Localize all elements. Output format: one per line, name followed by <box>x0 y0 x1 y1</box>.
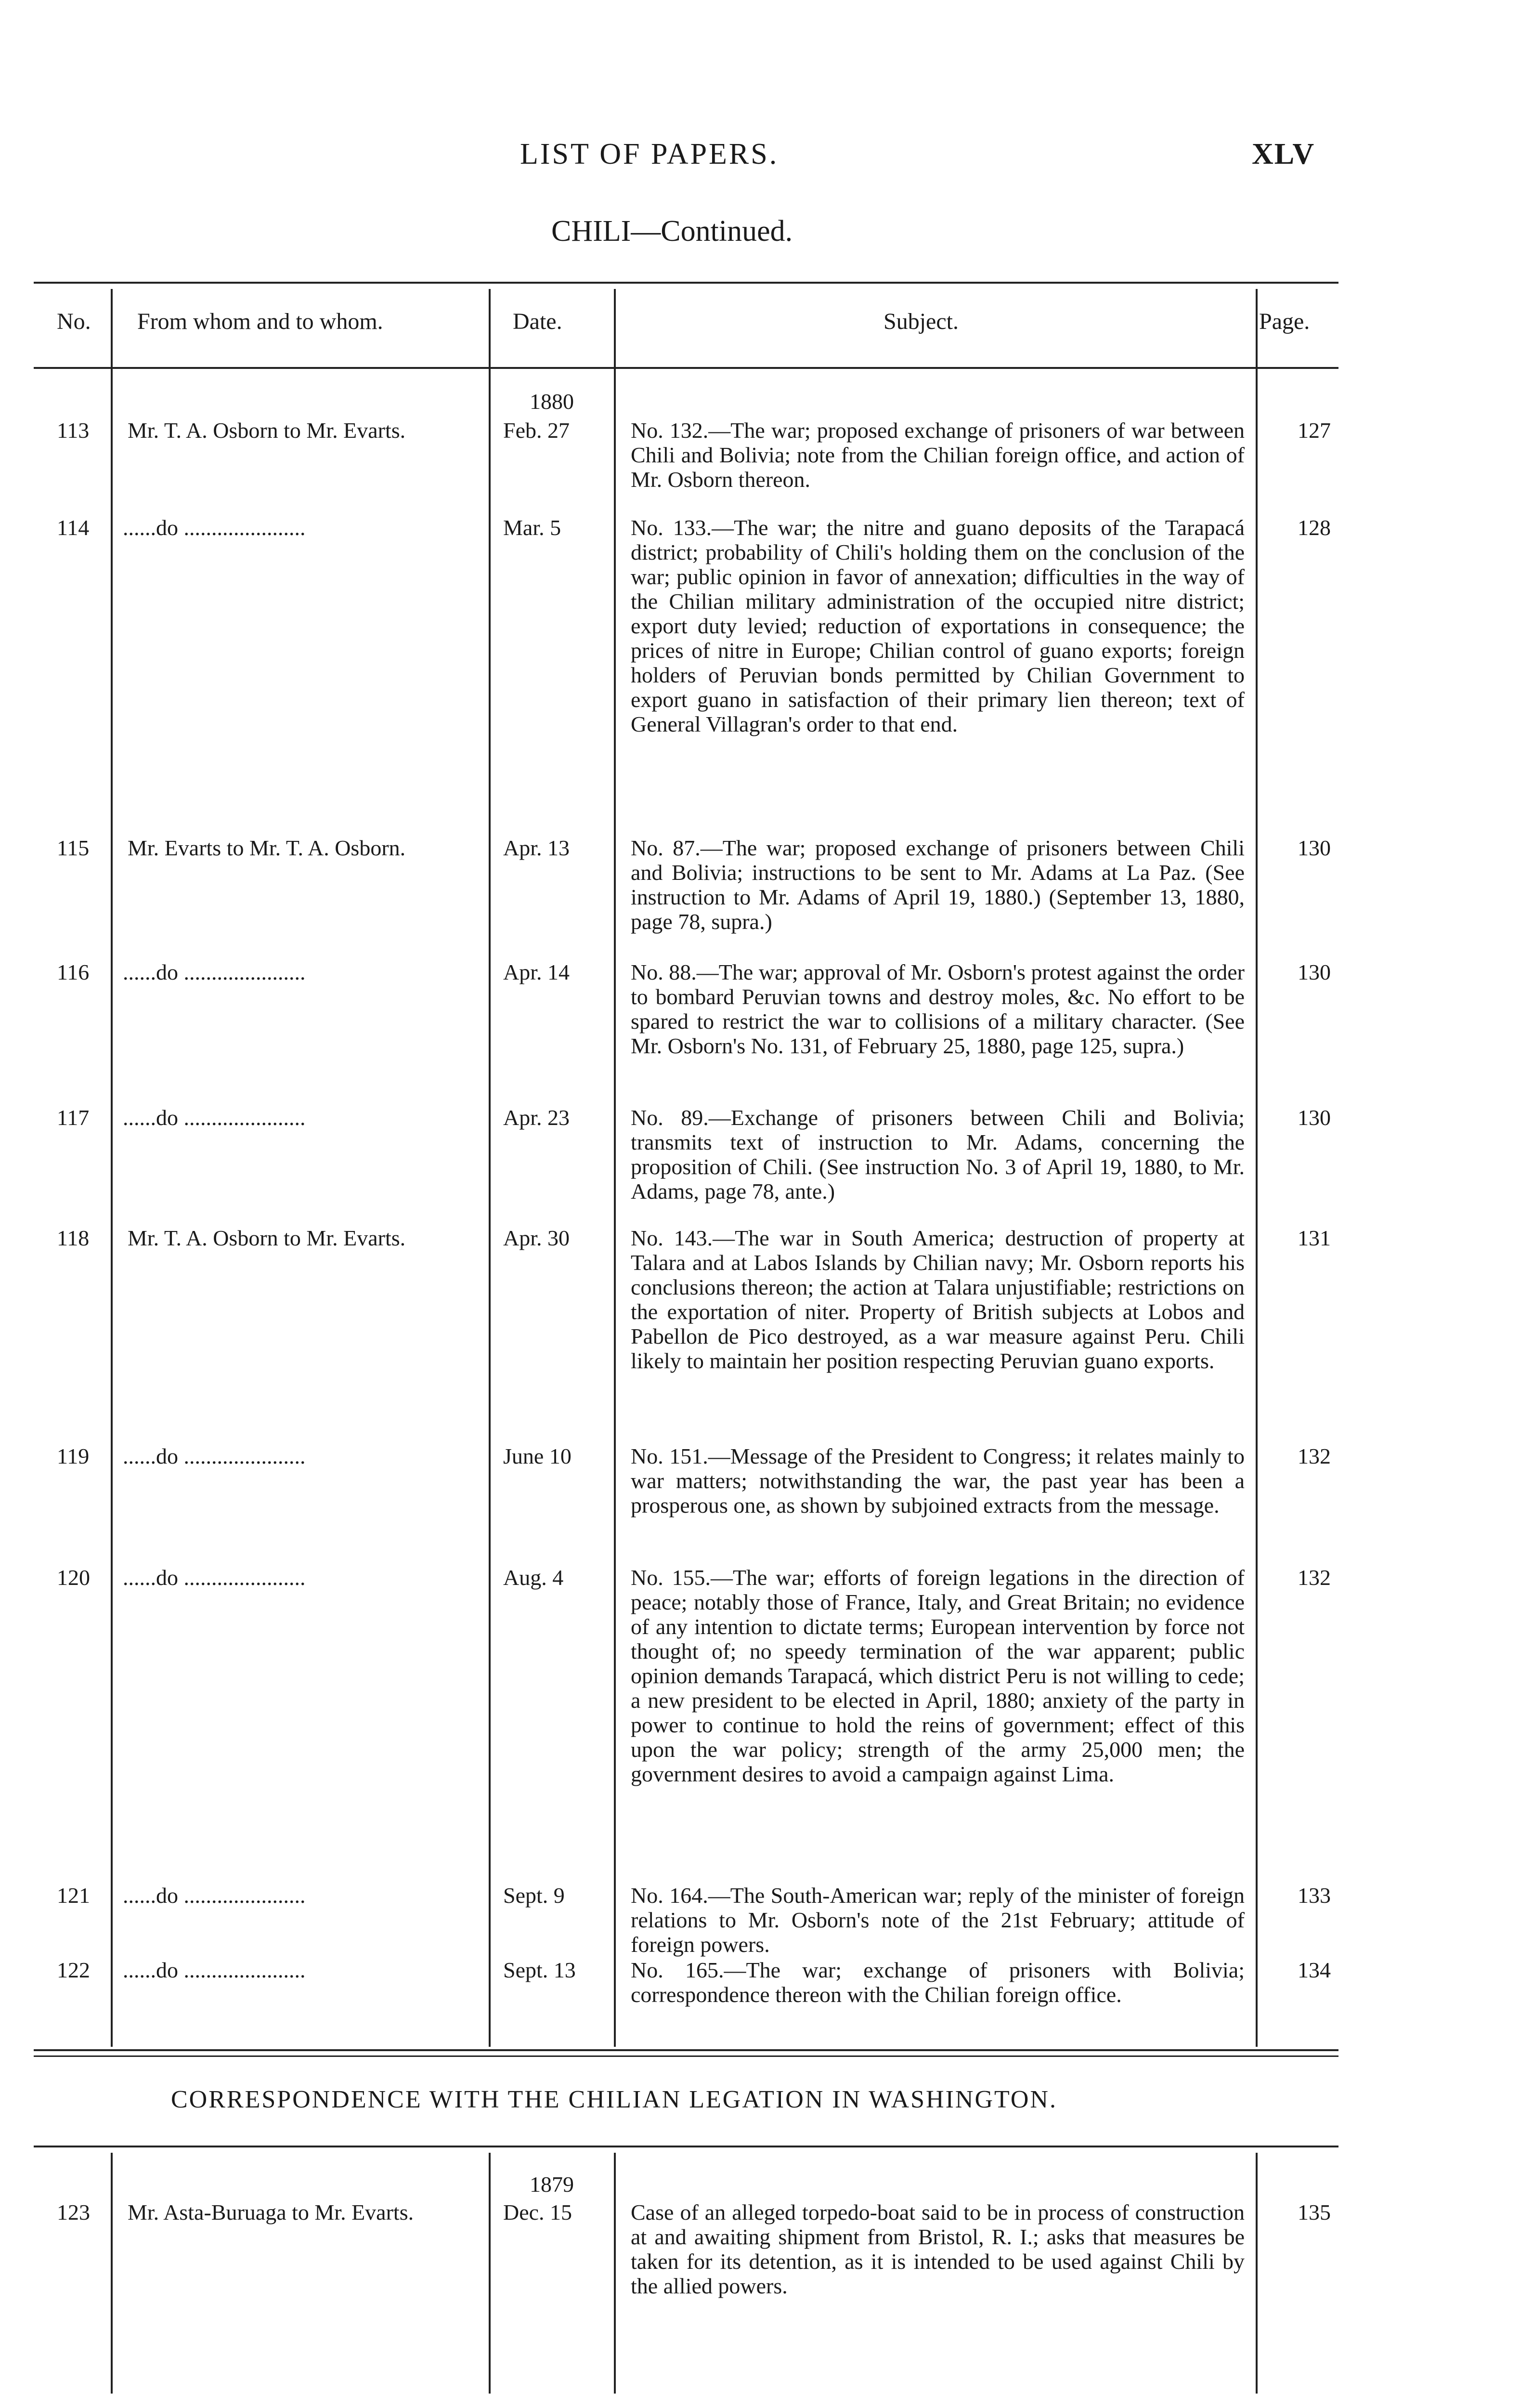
row-page: 130 <box>1298 960 1331 984</box>
column-header-subject: Subject. <box>883 309 959 334</box>
row-date: Apr. 30 <box>503 1226 570 1250</box>
page-header-title: LIST OF PAPERS. <box>520 138 779 170</box>
row-date: Feb. 27 <box>503 418 570 443</box>
row-subject: No. 143.—The war in South America; destruction of property at Talara and at Labos Islands by Chilian navy; Mr. Osborn reports his conclusions thereon; the action at Talara unjustifiable; restrictions on the exportation of niter. Property of British subjects at Lobos and Pabellon de Pico destroyed, as a war measure against Peru. Chili likely to maintain her position respecting Peruvian guano exports. <box>631 1226 1245 1373</box>
section-column-rule-2 <box>489 2153 491 2394</box>
row-no: 121 <box>57 1883 90 1908</box>
table-top-rule <box>34 282 1338 284</box>
row-from: ......do ...................... <box>123 1883 306 1908</box>
row-subject: No. 88.—The war; approval of Mr. Osborn's protest against the order to bombard Peruvian towns and destroy moles, &c. No effort to be spared to restrict the war to collisions of a military character. (See Mr. Osborn's No. 131, of February 25, 1880, page 125, supra.) <box>631 960 1245 1058</box>
section-top-rule <box>34 2146 1338 2147</box>
row-date: Dec. 15 <box>503 2200 572 2225</box>
year-label: 1880 <box>530 389 574 414</box>
row-date: Apr. 14 <box>503 960 570 984</box>
row-page: 132 <box>1298 1565 1331 1590</box>
row-no: 115 <box>57 836 90 860</box>
row-page: 130 <box>1298 836 1331 860</box>
row-page: 133 <box>1298 1883 1331 1908</box>
row-subject: No. 151.—Message of the President to Congress; it relates mainly to war matters; notwithstanding the war, the past year has been a prosperous one, as shown by subjoined extracts from the message. <box>631 1444 1245 1518</box>
row-page: 135 <box>1298 2200 1331 2225</box>
row-no: 119 <box>57 1444 90 1468</box>
row-no: 118 <box>57 1226 90 1250</box>
row-date: Aug. 4 <box>503 1565 564 1590</box>
column-rule-1 <box>111 289 113 2047</box>
row-date: Mar. 5 <box>503 515 561 540</box>
row-page: 128 <box>1298 515 1331 540</box>
row-subject: No. 89.—Exchange of prisoners between Chili and Bolivia; transmits text of instruction to Mr. Adams, concerning the proposition of Chili. (See instruction No. 3 of April 19, 1880, to Mr. Adams, page 78, ante.) <box>631 1105 1245 1204</box>
section-column-rule-3 <box>614 2153 616 2394</box>
page-number-roman: XLV <box>1252 138 1315 170</box>
row-subject: No. 164.—The South-American war; reply of the minister of foreign relations to Mr. Osborn's note of the 21st February; attitude of foreign powers. <box>631 1883 1245 1957</box>
row-no: 114 <box>57 515 90 540</box>
row-date: Sept. 9 <box>503 1883 565 1908</box>
row-date: Sept. 13 <box>503 1958 576 1982</box>
row-date: June 10 <box>503 1444 572 1468</box>
table-bottom-rule-2 <box>34 2055 1338 2057</box>
row-from: ......do ...................... <box>123 515 306 540</box>
row-page: 131 <box>1298 1226 1331 1250</box>
row-page: 130 <box>1298 1105 1331 1130</box>
row-subject: No. 133.—The war; the nitre and guano deposits of the Tarapacá district; probability of Chili's holding them on the conclusion of the war; public opinion in favor of annexation; difficulties in the way of the Chilian military administration of the occupied nitre district; export duty levied; reduction of exportations in consequence; the prices of nitre in Europe; Chilian control of guano exports; foreign holders of Peruvian bonds permitted by Chilian Government to export guano in satisfaction of their primary lien thereon; text of General Villagran's order to that end. <box>631 515 1245 736</box>
row-from: Mr. T. A. Osborn to Mr. Evarts. <box>128 1226 406 1250</box>
row-no: 117 <box>57 1105 90 1130</box>
row-no: 113 <box>57 418 90 443</box>
column-rule-3 <box>614 289 616 2047</box>
row-from: ......do ...................... <box>123 960 306 984</box>
row-no: 116 <box>57 960 90 984</box>
row-subject: No. 155.—The war; efforts of foreign legations in the direction of peace; notably those of France, Italy, and Great Britain; no evidence of any intention to dictate terms; European intervention by force not thought of; no speedy termination of the war apparent; public opinion demands Tarapacá, which district Peru is not willing to cede; a new president to be elected in April, 1880; anxiety of the party in power to continue to hold the reins of government; effect of this upon the war policy; strength of the army 25,000 men; the government desires to avoid a campaign against Lima. <box>631 1565 1245 1786</box>
row-page: 134 <box>1298 1958 1331 1982</box>
row-from: ......do ...................... <box>123 1565 306 1590</box>
column-header-page: Page. <box>1259 309 1310 334</box>
column-header-no: No. <box>57 309 91 334</box>
row-from: Mr. Asta-Buruaga to Mr. Evarts. <box>128 2200 414 2225</box>
section-subtitle: CHILI—Continued. <box>551 215 793 248</box>
row-from: ......do ...................... <box>123 1444 306 1468</box>
row-from: ......do ...................... <box>123 1958 306 1982</box>
section-column-rule-4 <box>1256 2153 1258 2394</box>
column-header-from: From whom and to whom. <box>137 309 383 334</box>
row-date: Apr. 13 <box>503 836 570 860</box>
row-from: Mr. Evarts to Mr. T. A. Osborn. <box>128 836 406 860</box>
row-page: 127 <box>1298 418 1331 443</box>
row-from: Mr. T. A. Osborn to Mr. Evarts. <box>128 418 406 443</box>
section-title: CORRESPONDENCE WITH THE CHILIAN LEGATION IN WASHINGTON. <box>171 2086 1057 2113</box>
row-subject: No. 165.—The war; exchange of prisoners with Bolivia; correspondence thereon with the Chilian foreign office. <box>631 1958 1245 2007</box>
table-bottom-rule <box>34 2049 1338 2051</box>
row-subject: No. 87.—The war; proposed exchange of prisoners between Chili and Bolivia; instructions to be sent to Mr. Adams at La Paz. (See instruction to Mr. Adams of April 19, 1880.) (September 13, 1880, page 78, supra.) <box>631 836 1245 934</box>
column-rule-2 <box>489 289 491 2047</box>
header-bottom-rule <box>34 367 1338 369</box>
row-page: 132 <box>1298 1444 1331 1468</box>
section-column-rule-1 <box>111 2153 113 2394</box>
column-rule-4 <box>1256 289 1258 2047</box>
row-date: Apr. 23 <box>503 1105 570 1130</box>
row-from: ......do ...................... <box>123 1105 306 1130</box>
row-subject: Case of an alleged torpedo-boat said to be in process of construction at and awaiting shipment from Bristol, R. I.; asks that measures be taken for its detention, as it is intended to be used against Chili by the allied powers. <box>631 2200 1245 2298</box>
row-no: 122 <box>57 1958 90 1982</box>
column-header-date: Date. <box>513 309 562 334</box>
row-no: 123 <box>57 2200 90 2225</box>
row-subject: No. 132.—The war; proposed exchange of prisoners of war between Chili and Bolivia; note from the Chilian foreign office, and action of Mr. Osborn thereon. <box>631 418 1245 492</box>
row-no: 120 <box>57 1565 90 1590</box>
section-year-label: 1879 <box>530 2172 574 2197</box>
